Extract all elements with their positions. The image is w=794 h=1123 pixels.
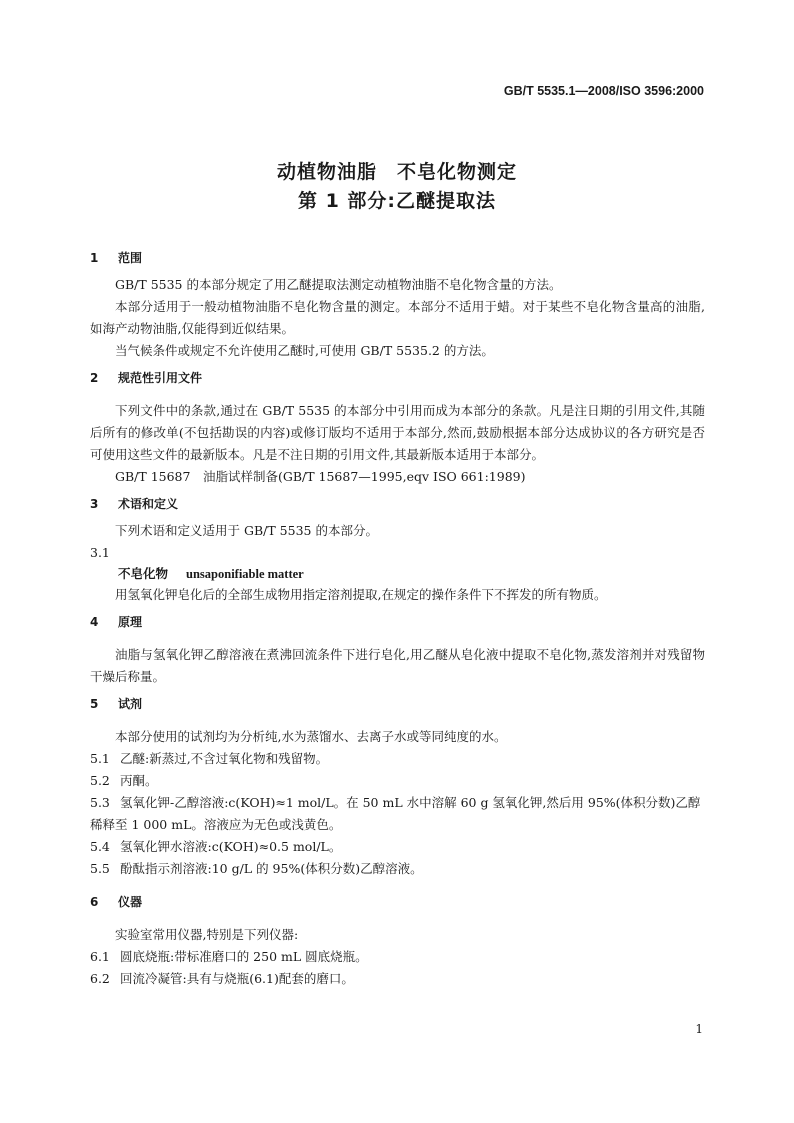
list-item bbox=[90, 946, 705, 968]
paragraph: 下列术语和定义适用于 GB/T 5535 的本部分。 bbox=[115, 523, 378, 538]
item-text: 氢氧化钾水溶液:c(KOH)≈0.5 mol/L。 bbox=[120, 839, 342, 854]
section-number: 1 bbox=[90, 251, 99, 265]
paragraph: 实验室常用仪器,特别是下列仪器: bbox=[115, 927, 299, 942]
paragraph: GB/T 5535 的本部分规定了用乙醚提取法测定动植物油脂不皂化物含量的方法。 bbox=[115, 277, 562, 292]
paragraph: 本部分适用于一般动植物油脂不皂化物含量的测定。本部分不适用于蜡。对于某些不皂化物含量高的油脂,如海产动物油脂,仅能得到近似结果。 bbox=[90, 299, 705, 336]
item-number: 6.2 bbox=[90, 971, 110, 986]
item-number: 5.1 bbox=[90, 751, 110, 766]
section-heading-terms-definitions bbox=[90, 494, 705, 514]
reference-entry: GB/T 15687 油脂试样制备(GB/T 15687—1995,eqv ISO 661:1989) bbox=[115, 469, 526, 484]
document-title-line1: 动植物油脂 不皂化物测定 bbox=[276, 161, 517, 183]
item-number: 5.5 bbox=[90, 861, 110, 876]
section-number: 2 bbox=[90, 371, 99, 385]
subsection-number: 3.1 bbox=[90, 545, 110, 560]
section-title: 原理 bbox=[118, 615, 143, 629]
item-number: 6.1 bbox=[90, 949, 110, 964]
section-heading-scope bbox=[90, 248, 705, 268]
section-number: 3 bbox=[90, 497, 99, 511]
item-text: 圆底烧瓶:带标准磨口的 250 mL 圆底烧瓶。 bbox=[120, 949, 368, 964]
section-heading-principle bbox=[90, 612, 705, 632]
list-item bbox=[90, 968, 705, 990]
list-item bbox=[90, 792, 705, 836]
term-entry bbox=[90, 564, 705, 584]
term-chinese: 不皂化物 bbox=[118, 566, 169, 581]
section-title: 范围 bbox=[118, 251, 143, 265]
page-number: 1 bbox=[695, 1022, 703, 1036]
list-item bbox=[90, 770, 705, 792]
paragraph: 本部分使用的试剂均为分析纯,水为蒸馏水、去离子水或等同纯度的水。 bbox=[115, 729, 507, 744]
paragraph: 下列文件中的条款,通过在 GB/T 5535 的本部分中引用而成为本部分的条款。凡是注日期的引用文件,其随后所有的修改单(不包括勘误的内容)或修订版均不适用于本部分,然而,鼓励根据本部分达成协议的各方研究是否可使用这些文件的最新版本。凡是不注日期的引用文件,其最新版本适用于本部分。 bbox=[90, 403, 705, 462]
item-text: 丙酮。 bbox=[120, 773, 158, 788]
section-heading-apparatus bbox=[90, 892, 705, 912]
term-definition: 用氢氧化钾皂化后的全部生成物用指定溶剂提取,在规定的操作条件下不挥发的所有物质。 bbox=[115, 587, 607, 602]
section-title: 规范性引用文件 bbox=[118, 371, 203, 385]
section-number: 4 bbox=[90, 615, 99, 629]
item-text: 回流冷凝管:具有与烧瓶(6.1)配套的磨口。 bbox=[120, 971, 354, 986]
standard-number: GB/T 5535.1—2008/ISO 3596:2000 bbox=[503, 84, 704, 98]
section-title: 术语和定义 bbox=[118, 497, 179, 511]
item-number: 5.4 bbox=[90, 839, 110, 854]
list-item bbox=[90, 748, 705, 770]
section-title: 试剂 bbox=[118, 697, 143, 711]
list-item bbox=[90, 836, 705, 858]
item-text: 酚酞指示剂溶液:10 g/L 的 95%(体积分数)乙醇溶液。 bbox=[120, 861, 423, 876]
term-english: unsaponifiable matter bbox=[186, 567, 304, 581]
item-number: 5.2 bbox=[90, 773, 110, 788]
document-title-line2: 第 1 部分:乙醚提取法 bbox=[297, 190, 497, 212]
section-number: 5 bbox=[90, 697, 99, 711]
document-body bbox=[90, 248, 705, 990]
paragraph: 油脂与氢氧化钾乙醇溶液在煮沸回流条件下进行皂化,用乙醚从皂化液中提取不皂化物,蒸发溶剂并对残留物干燥后称量。 bbox=[90, 647, 705, 684]
item-text: 乙醚:新蒸过,不含过氧化物和残留物。 bbox=[120, 751, 329, 766]
paragraph: 当气候条件或规定不允许使用乙醚时,可使用 GB/T 5535.2 的方法。 bbox=[115, 343, 494, 358]
section-heading-normative-references bbox=[90, 368, 705, 388]
section-heading-reagents bbox=[90, 694, 705, 714]
list-item bbox=[90, 858, 705, 880]
item-number: 5.3 bbox=[90, 795, 110, 810]
item-text: 氢氧化钾-乙醇溶液:c(KOH)≈1 mol/L。在 50 mL 水中溶解 60 g 氢氧化钾,然后用 95%(体积分数)乙醇稀释至 1 000 mL。溶液应为无色或浅黄色。 bbox=[90, 795, 701, 832]
section-number: 6 bbox=[90, 895, 99, 909]
section-title: 仪器 bbox=[118, 895, 143, 909]
